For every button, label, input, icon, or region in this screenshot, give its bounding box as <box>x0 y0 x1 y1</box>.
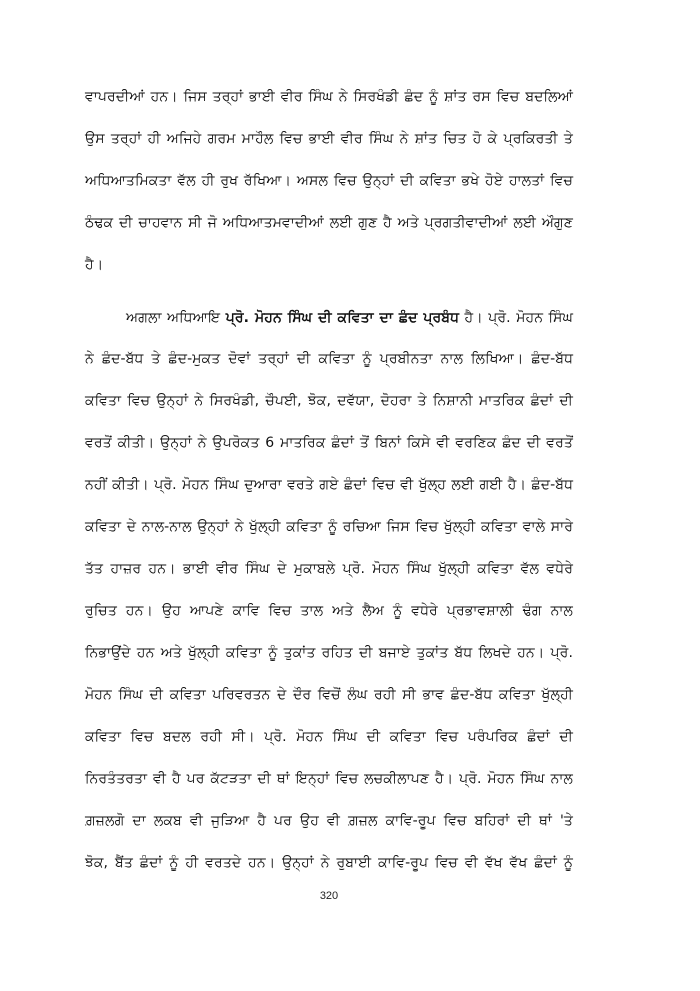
text-line: ਨਿਰਤੰਤਰਤਾ ਵੀ ਹੈ ਪਰ ਕੱਟੜਤਾ ਦੀ ਥਾਂ ਇਨ੍ਹਾਂ ਵਿਚ ਲਚਕੀਲਾਪਣ ਹੈ। ਪ੍ਰੋ. ਮੋਹਨ ਸਿੰਘ ਨਾਲ <box>85 771 573 787</box>
text-line: ਨਿਭਾਉਂਦੇ ਹਨ ਅਤੇ ਖੁੱਲ੍ਹੀ ਕਵਿਤਾ ਨੂੰ ਤੁਕਾਂਤ ਰਹਿਤ ਦੀ ਬਜਾਏ ਤੁਕਾਂਤ ਬੱਧ ਲਿਖਦੇ ਹਨ। ਪ੍ਰੋ. <box>85 645 573 661</box>
text-line: ਨੇ ਛੰਦ-ਬੱਧ ਤੇ ਛੰਦ-ਮੁਕਤ ਦੋਵਾਂ ਤਰ੍ਹਾਂ ਦੀ ਕਵਿਤਾ ਨੂੰ ਪ੍ਰਬੀਨਤਾ ਨਾਲ ਲਿਖਿਆ। ਛੰਦ-ਬੱਧ <box>85 351 573 367</box>
text-line: ਰੁਚਿਤ ਹਨ। ਉਹ ਆਪਣੇ ਕਾਵਿ ਵਿਚ ਤਾਲ ਅਤੇ ਲੈਅ ਨੂੰ ਵਧੇਰੇ ਪ੍ਰਭਾਵਸ਼ਾਲੀ ਢੰਗ ਨਾਲ <box>85 603 573 619</box>
text-line-first <box>126 306 573 330</box>
text-line: ਠੰਢਕ ਦੀ ਚਾਹਵਾਨ ਸੀ ਜੋ ਅਧਿਆਤਮਵਾਦੀਆਂ ਲਈ ਗੁਣ ਹੈ ਅਤੇ ਪ੍ਰਗਤੀਵਾਦੀਆਂ ਲਈ ਔਗੁਣ <box>85 215 573 231</box>
text-line: ਉਸ ਤਰ੍ਹਾਂ ਹੀ ਅਜਿਹੇ ਗਰਮ ਮਾਹੌਲ ਵਿਚ ਭਾਈ ਵੀਰ ਸਿੰਘ ਨੇ ਸ਼ਾਂਤ ਚਿਤ ਹੋ ਕੇ ਪ੍ਰਕਿਰਤੀ ਤੇ <box>85 131 573 147</box>
text-line: ਅਧਿਆਤਮਿਕਤਾ ਵੱਲ ਹੀ ਰੁਖ ਰੱਖਿਆ। ਅਸਲ ਵਿਚ ਉਨ੍ਹਾਂ ਦੀ ਕਵਿਤਾ ਭਖੇ ਹੋਏ ਹਾਲਤਾਂ ਵਿਚ <box>85 173 573 189</box>
chapter-title-bold: ਪ੍ਰੋ. ਮੋਹਨ ਸਿੰਘ ਦੀ ਕਵਿਤਾ ਦਾ ਛੰਦ ਪ੍ਰਬੰਧ <box>225 310 460 326</box>
text-line: ਕਵਿਤਾ ਵਿਚ ਬਦਲ ਰਹੀ ਸੀ। ਪ੍ਰੋ. ਮੋਹਨ ਸਿੰਘ ਦੀ ਕਵਿਤਾ ਵਿਚ ਪਰੰਪਰਿਕ ਛੰਦਾਂ ਦੀ <box>85 729 573 745</box>
text-line: ਗ਼ਜ਼ਲਗੋ ਦਾ ਲਕਬ ਵੀ ਜੁੜਿਆ ਹੈ ਪਰ ਉਹ ਵੀ ਗ਼ਜ਼ਲ ਕਾਵਿ-ਰੂਪ ਵਿਚ ਬਹਿਰਾਂ ਦੀ ਥਾਂ 'ਤੇ <box>85 813 573 829</box>
text-line: ਵਾਪਰਦੀਆਂ ਹਨ। ਜਿਸ ਤਰ੍ਹਾਂ ਭਾਈ ਵੀਰ ਸਿੰਘ ਨੇ ਸਿਰਖੰਡੀ ਛੰਦ ਨੂੰ ਸ਼ਾਂਤ ਰਸ ਵਿਚ ਬਦਲਿਆਂ <box>85 89 573 105</box>
text-line: ਕਵਿਤਾ ਦੇ ਨਾਲ-ਨਾਲ ਉਨ੍ਹਾਂ ਨੇ ਖੁੱਲ੍ਹੀ ਕਵਿਤਾ ਨੂੰ ਰਚਿਆ ਜਿਸ ਵਿਚ ਖੁੱਲ੍ਹੀ ਕਵਿਤਾ ਵਾਲੇ ਸਾਰੇ <box>85 519 573 535</box>
intro-text: ਅਗਲਾ ਅਧਿਆਇ <box>126 310 226 326</box>
text-line: ਝੋਕ, ਬੈਂਤ ਛੰਦਾਂ ਨੂੰ ਹੀ ਵਰਤਦੇ ਹਨ। ਉਨ੍ਹਾਂ ਨੇ ਰੁਬਾਈ ਕਾਵਿ-ਰੂਪ ਵਿਚ ਵੀ ਵੱਖ ਵੱਖ ਛੰਦਾਂ ਨੂੰ <box>85 855 573 871</box>
trailing-text: ਹੈ। ਪ੍ਰੋ. ਮੋਹਨ ਸਿੰਘ <box>459 310 574 326</box>
text-line: ਨਹੀਂ ਕੀਤੀ। ਪ੍ਰੋ. ਮੋਹਨ ਸਿੰਘ ਦੁਆਰਾ ਵਰਤੇ ਗਏ ਛੰਦਾਂ ਵਿਚ ਵੀ ਖੁੱਲ੍ਹ ਲਈ ਗਈ ਹੈ। ਛੰਦ-ਬੱਧ <box>85 477 573 493</box>
text-line: ਕਵਿਤਾ ਵਿਚ ਉਨ੍ਹਾਂ ਨੇ ਸਿਰਖੰਡੀ, ਚੌਪਈ, ਝੋਕ, ਦਵੱਯਾ, ਦੋਹਰਾ ਤੇ ਨਿਸ਼ਾਨੀ ਮਾਤਰਿਕ ਛੰਦਾਂ ਦੀ <box>85 393 573 409</box>
text-line: ਮੋਹਨ ਸਿੰਘ ਦੀ ਕਵਿਤਾ ਪਰਿਵਰਤਨ ਦੇ ਦੌਰ ਵਿਚੋਂ ਲੰਘ ਰਹੀ ਸੀ ਭਾਵ ਛੰਦ-ਬੱਧ ਕਵਿਤਾ ਖੁੱਲ੍ਹੀ <box>85 687 573 703</box>
text-line: ਤੱਤ ਹਾਜ਼ਰ ਹਨ। ਭਾਈ ਵੀਰ ਸਿੰਘ ਦੇ ਮੁਕਾਬਲੇ ਪ੍ਰੋ. ਮੋਹਨ ਸਿੰਘ ਖੁੱਲ੍ਹੀ ਕਵਿਤਾ ਵੱਲ ਵਧੇਰੇ <box>85 561 574 577</box>
page-number: 320 <box>319 890 339 902</box>
text-line: ਵਰਤੋਂ ਕੀਤੀ। ਉਨ੍ਹਾਂ ਨੇ ਉਪਰੋਕਤ 6 ਮਾਤਰਿਕ ਛੰਦਾਂ ਤੋਂ ਬਿਨਾਂ ਕਿਸੇ ਵੀ ਵਰਣਿਕ ਛੰਦ ਦੀ ਵਰਤੋਂ <box>85 435 573 451</box>
text-line: ਹੈ। <box>85 257 104 273</box>
